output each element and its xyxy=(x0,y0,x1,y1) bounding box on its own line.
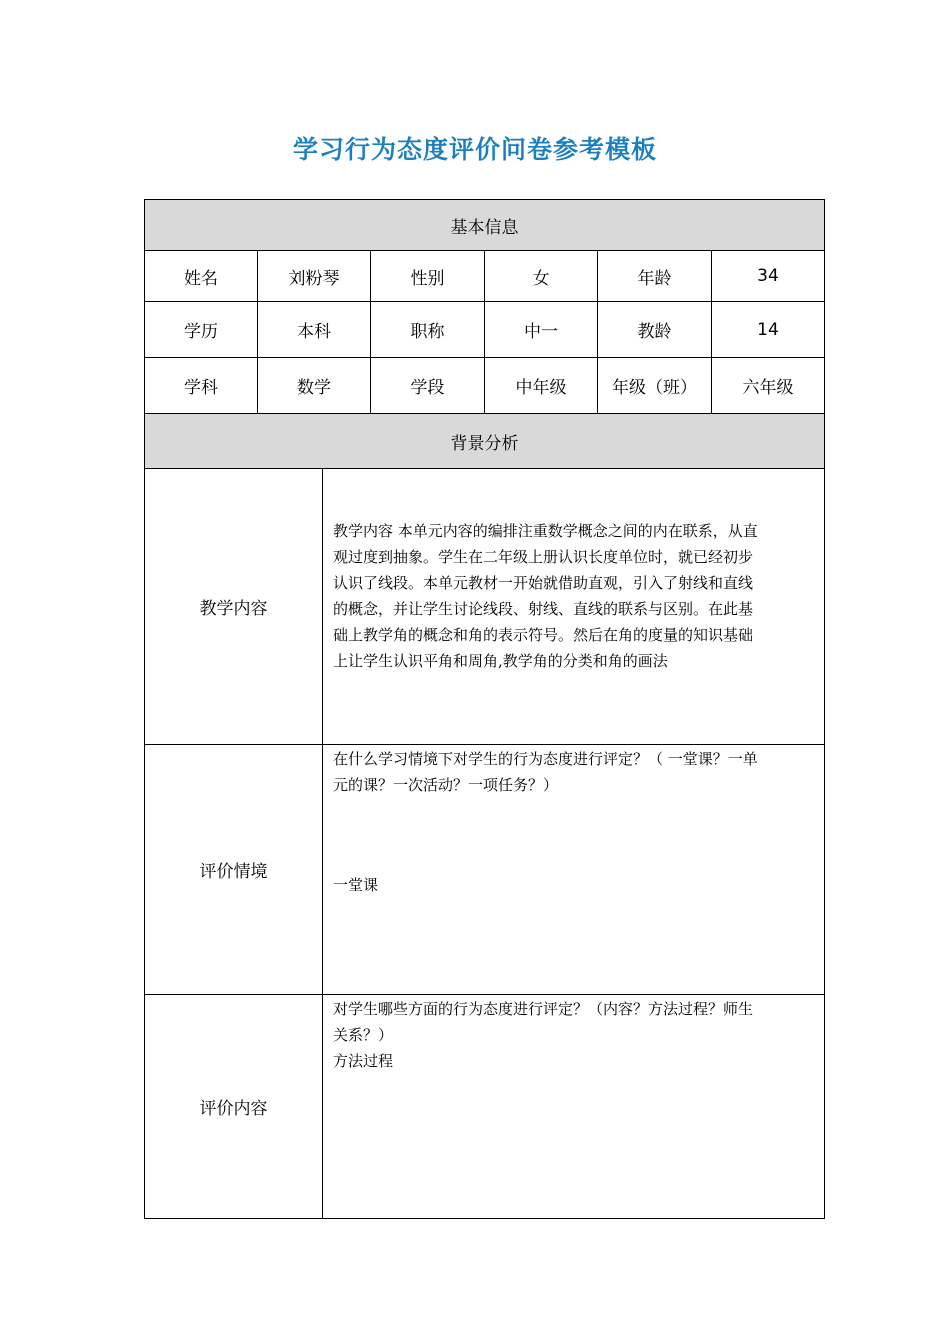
cell-label-stage xyxy=(370,357,485,414)
question-line: 关系？） xyxy=(333,1026,394,1044)
cell-value-age xyxy=(711,250,825,302)
cell-label-grade xyxy=(597,357,712,414)
section-content-teaching-content xyxy=(322,468,825,745)
question-line: 在什么学习情境下对学生的行为态度进行评定？（ 一堂课？一单 xyxy=(333,750,758,768)
question-line: 对学生哪些方面的行为态度进行评定？（内容？方法过程？师生 xyxy=(333,1000,754,1018)
section-label-evaluation-content xyxy=(144,994,323,1219)
cell-label-name xyxy=(144,250,258,302)
cell-value-gender xyxy=(484,250,598,302)
cell-text: 教龄 xyxy=(637,322,672,342)
section-label-text: 教学内容 xyxy=(199,599,268,619)
basic-info-header xyxy=(144,199,825,251)
background-header-label: 背景分析 xyxy=(450,433,519,454)
section-label-teaching-content xyxy=(144,468,323,745)
section-label-text: 评价情境 xyxy=(199,862,268,882)
cell-value-stage xyxy=(484,357,598,414)
cell-value-teaching-years xyxy=(711,301,825,358)
cell-text: 性别 xyxy=(410,268,445,289)
page-title: 学习行为态度评价问卷参考模板 xyxy=(292,135,657,164)
cell-text: 学历 xyxy=(184,322,218,342)
section-label-evaluation-context xyxy=(144,744,323,995)
cell-value-grade xyxy=(711,357,825,414)
cell-value-title xyxy=(484,301,598,358)
cell-text: 六年级 xyxy=(742,378,794,398)
cell-label-age xyxy=(597,250,712,302)
cell-text: 学段 xyxy=(410,378,445,398)
answer-text: 方法过程 xyxy=(333,1052,394,1070)
section-content-evaluation-context xyxy=(322,744,825,995)
cell-label-subject xyxy=(144,357,258,414)
cell-label-education xyxy=(144,301,258,358)
cell-text: 学科 xyxy=(184,378,218,398)
cell-value-education xyxy=(257,301,371,358)
cell-text: 本科 xyxy=(297,322,331,342)
cell-text: 职称 xyxy=(410,322,445,342)
question-line: 元的课？一次活动？一项任务？） xyxy=(333,776,559,794)
content-line: 观过度到抽象。学生在二年级上册认识长度单位时，就已经初步 xyxy=(333,548,754,566)
cell-text: 年级（班） xyxy=(612,378,697,398)
content-line: 教学内容 本单元内容的编排注重数学概念之间的内在联系，从直 xyxy=(333,522,758,540)
cell-value-subject xyxy=(257,357,371,414)
cell-text: 34 xyxy=(757,266,779,286)
cell-text: 数学 xyxy=(297,378,331,398)
content-line: 础上教学角的概念和角的表示符号。然后在角的度量的知识基础 xyxy=(333,626,754,644)
cell-label-title xyxy=(370,301,485,358)
section-content-evaluation-content xyxy=(322,994,825,1219)
cell-text: 14 xyxy=(757,319,779,340)
answer-text: 一堂课 xyxy=(333,876,379,894)
cell-text: 中年级 xyxy=(515,378,567,398)
cell-text: 姓名 xyxy=(184,268,218,289)
background-header xyxy=(144,413,825,469)
cell-label-teaching-years xyxy=(597,301,712,358)
cell-text: 中一 xyxy=(524,322,558,342)
cell-value-name xyxy=(257,250,371,302)
content-line: 认识了线段。本单元教材一开始就借助直观，引入了射线和直线 xyxy=(333,574,754,592)
section-label-text: 评价内容 xyxy=(199,1099,268,1119)
cell-text: 年龄 xyxy=(637,268,672,289)
basic-info-header-label: 基本信息 xyxy=(450,217,519,238)
cell-label-gender xyxy=(370,250,485,302)
content-line: 的概念，并让学生讨论线段、射线、直线的联系与区别。在此基 xyxy=(333,600,754,618)
content-line: 上让学生认识平角和周角,教学角的分类和角的画法 xyxy=(333,652,668,670)
cell-text: 女 xyxy=(532,268,550,289)
cell-text: 刘粉琴 xyxy=(288,268,340,289)
